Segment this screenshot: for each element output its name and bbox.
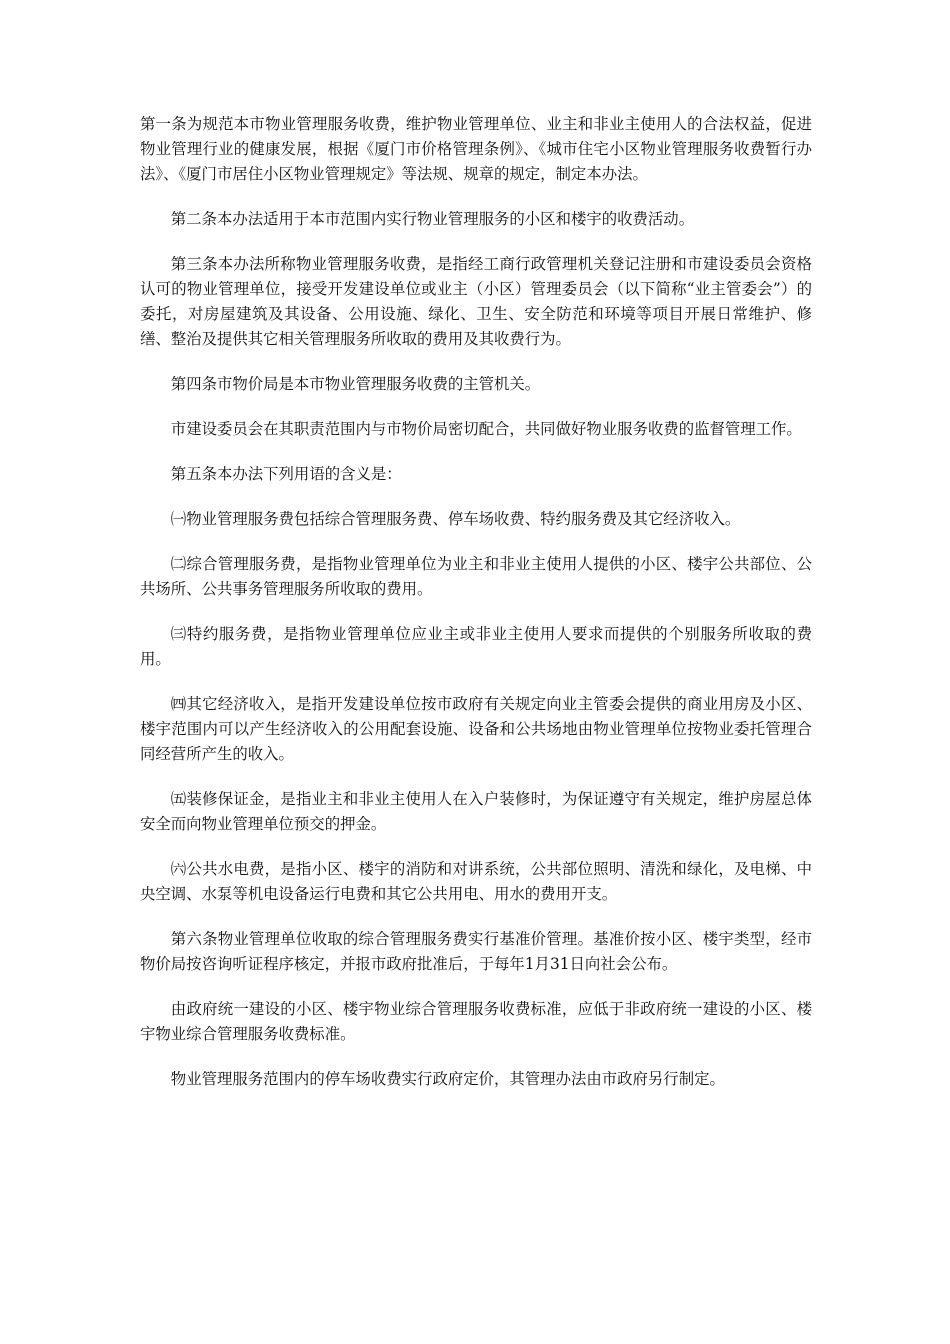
definition-6-paragraph: ㈥公共水电费，是指小区、楼宇的消防和对讲系统，公共部位照明、清洗和绿化，及电梯、中央空调、水泵等机电设备运行电费和其它公共用电、用水的费用开支。: [140, 860, 812, 903]
article-6-clause-2-paragraph: 由政府统一建设的小区、楼宇物业综合管理服务收费标准，应低于非政府统一建设的小区、楼宇物业综合管理服务收费标准。: [140, 1000, 812, 1043]
article-6-paragraph: 第六条物业管理单位收取的综合管理服务费实行基准价管理。基准价按小区、楼宇类型，经市物价局按咨询听证程序核定，并报市政府批准后，于每年1月31日向社会公布。: [140, 930, 812, 973]
article-4-clause-2-paragraph: 市建设委员会在其职责范围内与市物价局密切配合，共同做好物业服务收费的监督管理工作。: [170, 420, 802, 438]
definition-3-paragraph: ㈢特约服务费，是指物业管理单位应业主或非业主使用人要求而提供的个别服务所收取的费用。: [140, 625, 812, 668]
article-4-paragraph: 第四条市物价局是本市物业管理服务收费的主管机关。: [170, 375, 541, 393]
article-1-paragraph: 第一条为规范本市物业管理服务收费，维护物业管理单位、业主和非业主使用人的合法权益，促进物业管理行业的健康发展，根据《厦门市价格管理条例》、《城市住宅小区物业管理服务收费暂行办法》、《厦门市居住小区物业管理规定》等法规、规章的规定，制定本办法。: [140, 115, 812, 183]
article-2-paragraph: 第二条本办法适用于本市范围内实行物业管理服务的小区和楼宇的收费活动。: [170, 210, 695, 228]
article-6-clause-3-paragraph: 物业管理服务范围内的停车场收费实行政府定价，其管理办法由市政府另行制定。: [170, 1070, 725, 1088]
definition-1-paragraph: ㈠物业管理服务费包括综合管理服务费、停车场收费、特约服务费及其它经济收入。: [170, 510, 741, 528]
document-page: [140, 112, 812, 1112]
definition-2-paragraph: ㈡综合管理服务费，是指物业管理单位为业主和非业主使用人提供的小区、楼宇公共部位、公共场所、公共事务管理服务所收取的费用。: [140, 555, 812, 598]
article-3-paragraph: 第三条本办法所称物业管理服务收费，是指经工商行政管理机关登记注册和市建设委员会资格认可的物业管理单位，接受开发建设单位或业主（小区）管理委员会（以下简称“业主管委会”）的委托，对房屋建筑及其设备、公用设施、绿化、卫生、安全防范和环境等项目开展日常维护、修缮、整治及提供其它相关管理服务所收取的费用及其收费行为。: [140, 255, 812, 348]
article-5-paragraph: 第五条本办法下列用语的含义是：: [170, 465, 402, 483]
definition-4-paragraph: ㈣其它经济收入，是指开发建设单位按市政府有关规定向业主管委会提供的商业用房及小区、楼宇范围内可以产生经济收入的公用配套设施、设备和公共场地由物业管理单位按物业委托管理合同经营所产生的收入。: [140, 695, 812, 763]
definition-5-paragraph: ㈤装修保证金，是指业主和非业主使用人在入户装修时，为保证遵守有关规定，维护房屋总体安全而向物业管理单位预交的押金。: [140, 790, 812, 833]
